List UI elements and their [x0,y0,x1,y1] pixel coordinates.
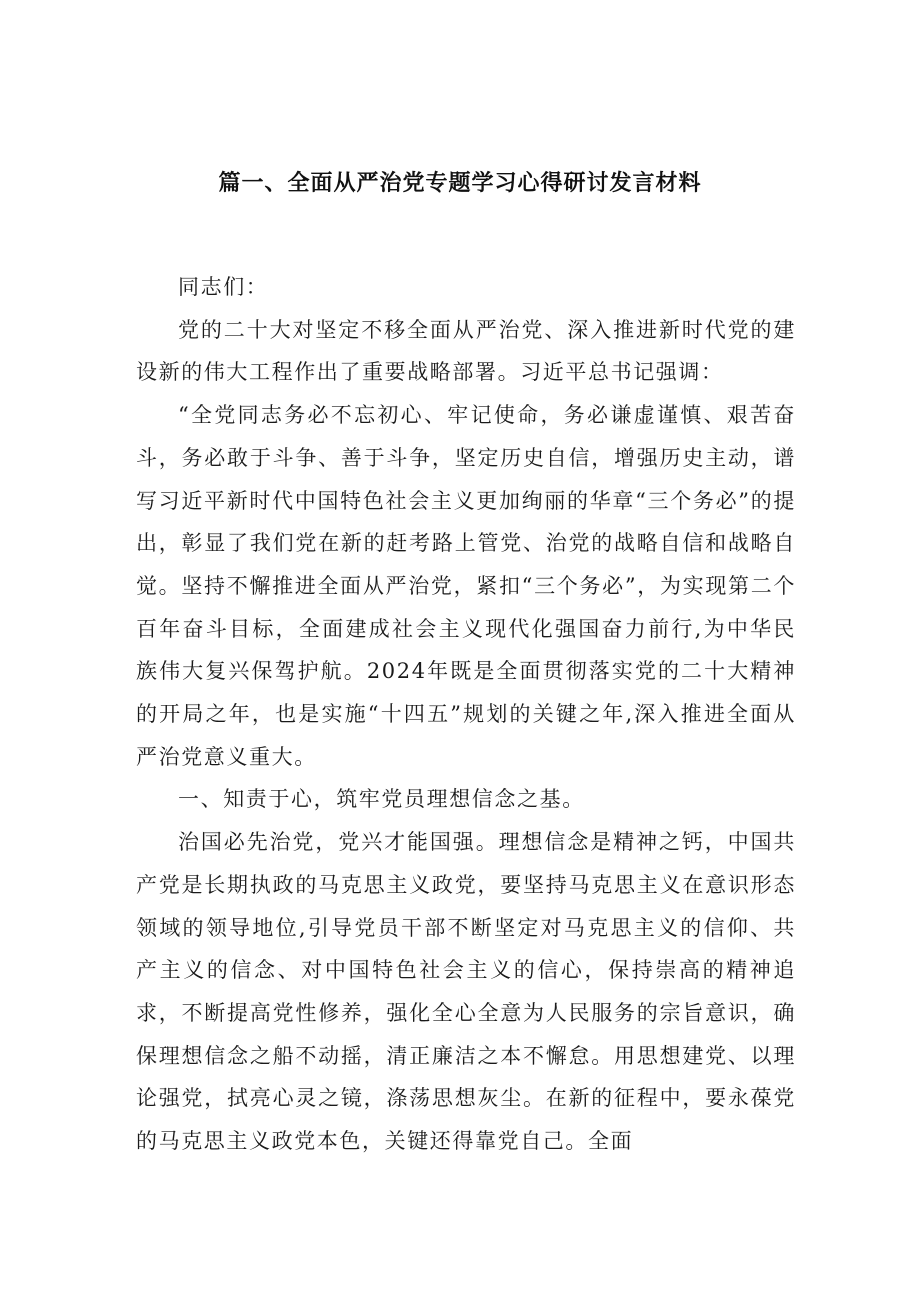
paragraph-quote: “全党同志务必不忘初心、牢记使命，务必谦虚谨慎、艰苦奋斗，务必敢于斗争、善于斗争，坚定历史自信，增强历史主动，谱写习近平新时代中国特色社会主义更加绚丽的华章“三个务必”的提出，彰显了我们党在新的赶考路上管党、治党的战略自信和战略自觉。坚持不懈推进全面从严治党，紧扣“三个务必”，为实现第二个百年奋斗目标，全面建成社会主义现代化强国奋力前行,为中华民族伟大复兴保驾护航。2024年既是全面贯彻落实党的二十大精神的开局之年，也是实施“十四五”规划的关键之年,深入推进全面从严治党意义重大。 [136,403,796,769]
document-body [136,266,796,1163]
paragraph-intro: 党的二十大对坚定不移全面从严治党、深入推进新时代党的建设新的伟大工程作出了重要战略部署。习近平总书记强调： [136,317,796,385]
document-title: 篇一、全面从严治党专题学习心得研讨发言材料 [218,171,702,196]
section-paragraph: 治国必先治党，党兴才能国强。理想信念是精神之钙，中国共产党是长期执政的马克思主义政党，要坚持马克思主义在意识形态领域的领导地位,引导党员干部不断坚定对马克思主义的信仰、共产主义的信念、对中国特色社会主义的信心，保持崇高的精神追求，不断提高党性修养，强化全心全意为人民服务的宗旨意识，确保理想信念之船不动摇，清正廉洁之本不懈怠。用思想建党、以理论强党，拭亮心灵之镜，涤荡思想灰尘。在新的征程中，要永葆党的马克思主义政党本色，关键还得靠党自己。全面 [136,830,796,1154]
salutation: 同志们： [178,275,269,299]
section-heading: 一、知责于心，筑牢党员理想信念之基。 [178,787,585,812]
